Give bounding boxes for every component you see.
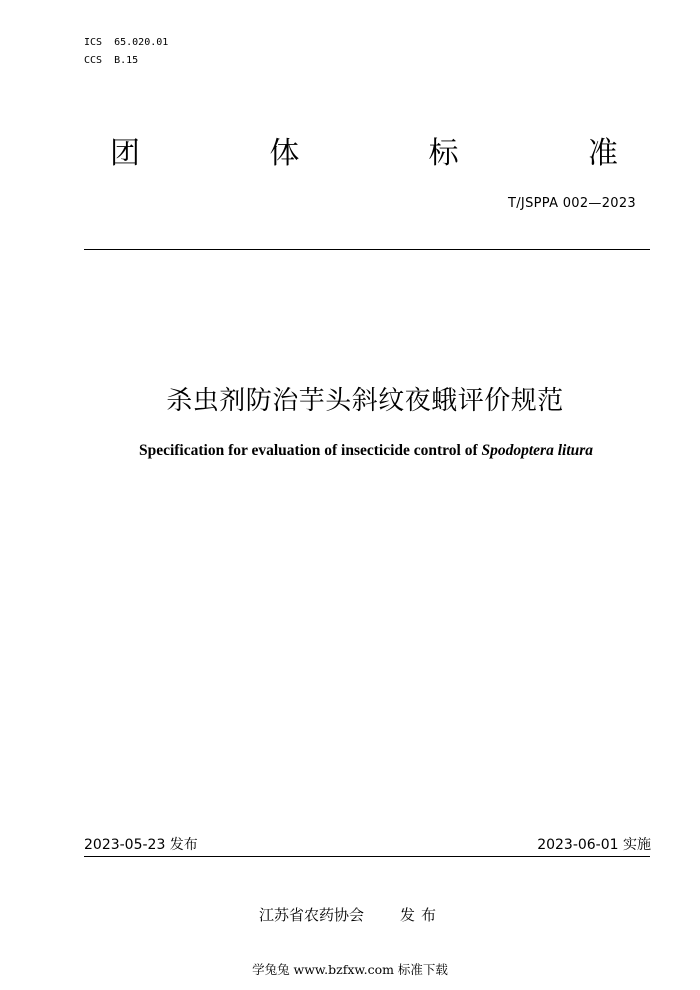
ics-code: ICS 65.020.01 (84, 37, 169, 48)
implement-date: 2023-06-01 实施 (537, 837, 651, 853)
watermark-footer: 学兔兔 www.bzfxw.com 标准下载 (252, 962, 448, 977)
title-english-prefix: Specification for evaluation of insecticide control of (138, 442, 482, 459)
banner-char-3: 标 (428, 136, 459, 171)
publish-date: 2023-05-23 发布 (84, 837, 198, 853)
title-chinese: 杀虫剂防治芋头斜纹夜蛾评价规范 (166, 386, 564, 416)
top-divider (84, 249, 650, 250)
classification-codes (84, 34, 168, 70)
title-english (0, 441, 700, 461)
document-type-banner (110, 134, 618, 174)
banner-char-2: 体 (269, 136, 300, 171)
bottom-divider (84, 856, 650, 857)
standard-number: T/JSPPA 002—2023 (508, 196, 636, 211)
banner-char-4: 准 (587, 136, 618, 171)
publisher-action: 发布 (400, 906, 443, 924)
ccs-code: CCS B.15 (84, 55, 139, 66)
title-english-species: Spodoptera litura (481, 442, 594, 459)
banner-char-1: 团 (110, 136, 140, 171)
publisher-org: 江苏省农药协会 (259, 906, 365, 924)
publisher-line (259, 904, 442, 925)
